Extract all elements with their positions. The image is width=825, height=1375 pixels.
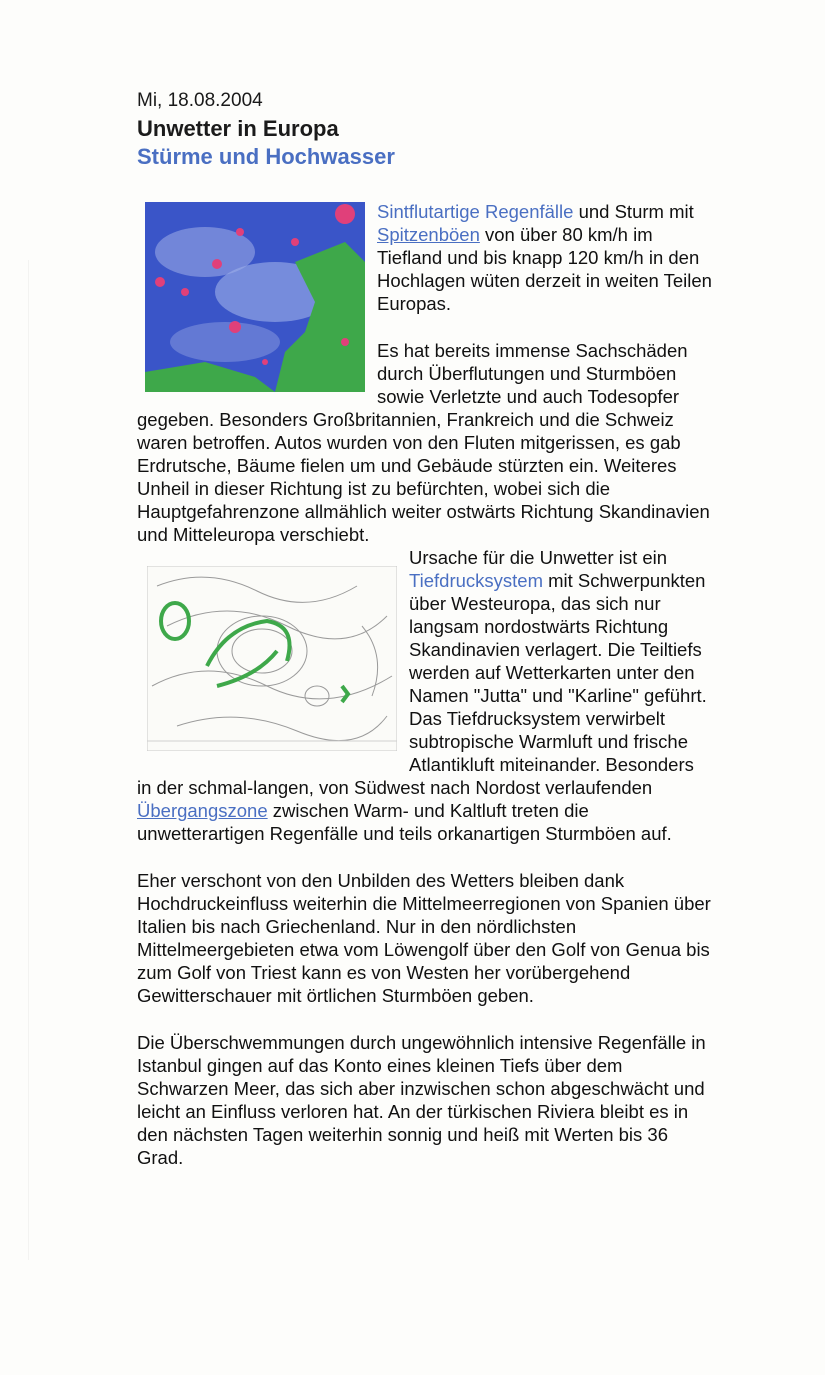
paragraph-mediterranean: Eher verschont von den Unbilden des Wetters bleiben dank Hochdruckeinfluss weiterhin die Mittelmeerregionen von Spanien über Italien bis nach Griechenland. Nur in den nördlichsten Mittelmeergebieten etwa vom Löwengolf über den Golf von Genua bis zum Golf von Triest kann es von Westen her vorübergehend Gewitterschauer mit örtlichen Sturmböen geben. (137, 870, 711, 1006)
link-regenfaelle[interactable]: Sintflutartige Regenfälle (377, 201, 574, 222)
article-date: Mi, 18.08.2004 (137, 90, 263, 111)
scan-artifact (28, 260, 29, 1260)
intro-text-2: von über 80 km/h im Tiefland und bis knapp 120 km/h in den Hochlagen wüten derzeit in weiten Teilen Europas. (377, 224, 712, 314)
paragraph-damage: Es hat bereits immense Sachschäden durch Überflutungen und Sturmböen sowie Verletzte und auch Todesopfer gegeben. Besonders Großbritannien, Frankreich und die Schweiz waren betroffen. Autos wurden von den Fluten mitgerissen, es gab Erdrutsche, Bäume fielen um und Gebäude stürzten ein. Weiteres Unheil in dieser Richtung ist zu befürchten, wobei sich die Hauptgefahrenzone allmählich weiter ostwärts Richtung Skandinavien und Mitteleuropa verschiebt. (137, 340, 710, 545)
article-header (137, 90, 395, 170)
cause-text-1: Ursache für die Unwetter ist ein (409, 547, 668, 568)
article-body (137, 200, 712, 1169)
intro-text-1: und Sturm mit (573, 201, 694, 222)
paragraph-istanbul: Die Überschwemmungen durch ungewöhnlich intensive Regenfälle in Istanbul gingen auf das Konto eines kleinen Tiefs über dem Schwarzen Meer, das sich aber inzwischen schon abgeschwächt und leicht an Einfluss verloren hat. An der türkischen Riviera bleibt es in den nächsten Tagen weiterhin sonnig und heiß mit Werten bis 36 Grad. (137, 1032, 706, 1168)
article-subtitle: Stürme und Hochwasser (137, 144, 395, 169)
pressure-map (147, 566, 397, 751)
article-title: Unwetter in Europa (137, 116, 339, 141)
link-uebergangszone[interactable]: Übergangszone (137, 800, 268, 821)
satellite-image (145, 202, 365, 392)
cause-text-2: mit Schwerpunkten über Westeuropa, das sich nur langsam nordostwärts Richtung Skandinavien verlagert. Die Teiltiefs werden auf Wetterkarten unter den Namen "Jutta" und "Karline" geführt. Das Tiefdrucksystem verwirbelt subtropische Warmluft und frische Atlantikluft miteinander. Besonders in der schmal-langen, von Südwest nach Nordost verlaufenden (137, 570, 707, 798)
link-spitzenboeen[interactable]: Spitzenböen (377, 224, 480, 245)
cause-text-3: zwischen Warm- und Kaltluft treten die unwetterartigen Regenfälle und teils orkanartigen Sturmböen auf. (137, 800, 672, 844)
link-tiefdrucksystem[interactable]: Tiefdrucksystem (409, 570, 543, 591)
